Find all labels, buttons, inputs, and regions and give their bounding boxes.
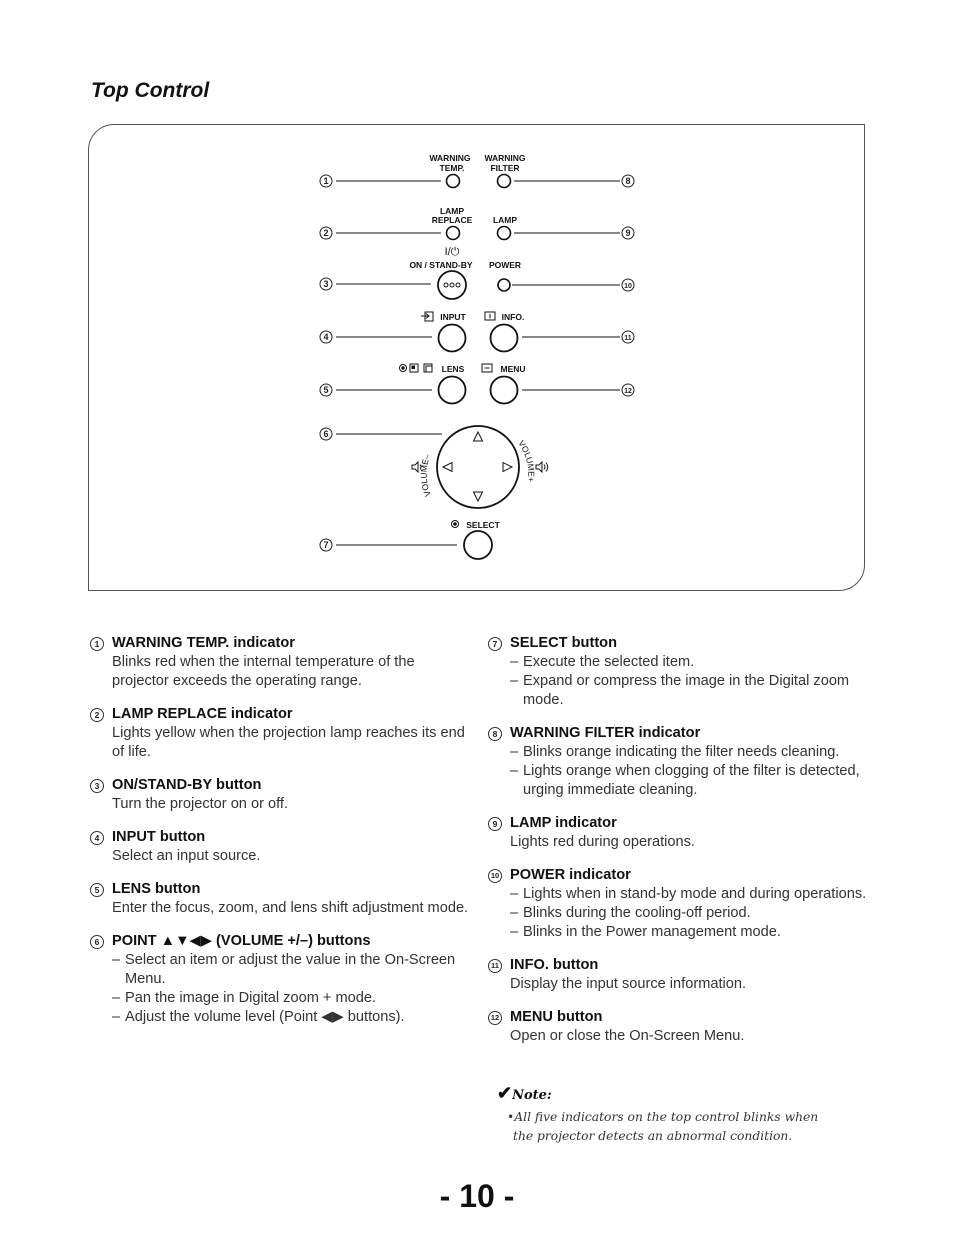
focus-zoom-shift-icons [400,364,433,372]
item-title: MENU button [510,1009,603,1025]
svg-text:2: 2 [323,228,329,238]
info-icon [485,312,495,320]
svg-text:8: 8 [625,176,631,186]
description-column-left [89,634,469,1041]
callout-10 [622,279,634,291]
item-title: SELECT button [510,635,618,651]
item-title: LAMP indicator [510,815,617,831]
warning-filter-indicator [498,175,511,188]
note-label: Note: [512,1088,552,1103]
page-number: - 10 - [439,1178,515,1214]
item-description: Enter the focus, zoom, and lens shift adjustment mode. [112,900,469,916]
bullet: – Pan the image in Digital zoom + mode. [112,989,469,1008]
item-warning-filter [487,724,882,800]
svg-text:11: 11 [624,335,632,342]
item-number: 7 [488,637,502,651]
menu-button[interactable] [491,377,518,404]
label-lamp-replace-line1: LAMP [439,206,465,216]
label-warning-temp-line1: WARNING [429,153,471,163]
item-lamp [487,814,882,852]
input-icon [421,312,433,321]
item-description: Display the input source information. [510,976,747,992]
item-bullets [510,885,882,942]
callout-9 [622,227,634,239]
bullet: – Adjust the volume level (Point ◀▶ buttons). [112,1008,469,1027]
label-volume-minus: VOLUME– [418,452,433,498]
item-number: 9 [488,817,502,831]
select-dot-icon [452,521,459,528]
item-bullets [510,743,882,800]
lamp-replace-indicator [447,227,460,240]
svg-text:6: 6 [323,429,329,439]
item-number: 3 [90,779,104,793]
point-pad[interactable] [437,426,519,508]
svg-text:1: 1 [323,176,329,186]
item-title: LENS button [112,881,201,897]
item-title: INPUT button [112,829,206,845]
callout-7 [320,539,332,551]
label-menu: MENU [500,364,526,374]
label-input: INPUT [440,312,466,322]
callout-5 [320,384,332,396]
item-number: 10 [488,869,502,883]
item-power [487,866,882,942]
item-input [89,828,469,866]
bullet: – Blinks during the cooling-off period. [510,904,882,923]
label-power: POWER [488,260,522,270]
svg-text:9: 9 [625,228,631,238]
item-description: Select an input source. [112,848,261,864]
note-box [497,1083,827,1146]
item-number: 6 [90,935,104,949]
on-standby-button[interactable] [438,271,466,299]
label-warning-filter-line1: WARNING [484,153,526,163]
item-number: 1 [90,637,104,651]
bullet: – Lights when in stand-by mode and during operations. [510,885,882,904]
callout-6 [320,428,332,440]
bullet: – Select an item or adjust the value in the On-Screen Menu. [112,951,469,989]
label-select: SELECT [466,520,500,530]
lamp-indicator [498,227,511,240]
item-lens [89,880,469,918]
svg-text:4: 4 [323,332,329,342]
bullet: – Lights orange when clogging of the filter is detected, urging immediate cleaning. [510,762,882,800]
callout-4 [320,331,332,343]
section-title: Top Control [91,79,210,102]
bullet: – Execute the selected item. [510,653,882,672]
label-on-standby: ON / STAND-BY [409,260,473,270]
svg-text:10: 10 [624,283,632,290]
item-title: ON/STAND-BY button [112,777,262,793]
item-warning-temp [89,634,469,691]
item-description: Lights yellow when the projection lamp reaches its end of life. [112,725,465,760]
label-power-symbol: I/⏻ [444,246,460,258]
item-title: POWER indicator [510,867,631,883]
callout-3 [320,278,332,290]
lens-button[interactable] [439,377,466,404]
item-on-standby [89,776,469,814]
item-number: 12 [488,1011,502,1025]
item-bullets [510,653,882,710]
bullet: – Expand or compress the image in the Digital zoom mode. [510,672,882,710]
item-description: Turn the projector on or off. [112,796,289,812]
item-number: 2 [90,708,104,722]
item-lamp-replace [89,705,469,762]
callout-1 [320,175,332,187]
speaker-high-icon [536,462,548,472]
description-column-right [487,634,882,1060]
warning-temp-indicator [447,175,460,188]
checkmark-icon: ✔ [497,1083,513,1104]
item-menu [487,1008,882,1046]
item-description: Blinks red when the internal temperature of the projector exceeds the operating range. [112,654,415,689]
select-button[interactable] [464,531,492,559]
label-info: INFO. [501,312,525,322]
menu-icon [482,364,492,372]
item-number: 8 [488,727,502,741]
callout-11 [622,331,634,343]
label-lens: LENS [441,364,465,374]
label-volume-plus: VOLUME+ [516,438,537,483]
item-title: WARNING FILTER indicator [510,725,701,741]
svg-text:5: 5 [323,385,329,395]
item-description: Open or close the On-Screen Menu. [510,1028,745,1044]
item-description: Lights red during operations. [510,834,695,850]
svg-text:3: 3 [323,279,329,289]
callout-2 [320,227,332,239]
note-text: •All five indicators on the top control blinks when the projector detects an abnormal condition. [507,1110,819,1143]
item-bullets [112,951,469,1027]
item-title: LAMP REPLACE indicator [112,706,293,722]
item-number: 5 [90,883,104,897]
label-warning-filter-line2: FILTER [490,163,520,173]
note-heading [497,1083,827,1104]
info-button[interactable] [491,325,518,352]
svg-text:7: 7 [323,540,329,550]
label-warning-temp-line2: TEMP. [439,163,465,173]
item-info [487,956,882,994]
item-title: POINT ▲▼◀▶ (VOLUME +/–) buttons [112,933,371,949]
item-title: INFO. button [510,957,599,973]
input-button[interactable] [439,325,466,352]
callout-12 [622,384,634,396]
item-point-volume [89,932,469,1027]
bullet: – Blinks in the Power management mode. [510,923,882,942]
callout-8 [622,175,634,187]
item-number: 11 [488,959,502,973]
bullet: – Blinks orange indicating the filter needs cleaning. [510,743,882,762]
item-select [487,634,882,710]
item-title: WARNING TEMP. indicator [112,635,295,651]
item-number: 4 [90,831,104,845]
label-lamp: LAMP [492,215,518,225]
label-lamp-replace-line2: REPLACE [431,215,473,225]
svg-text:12: 12 [624,388,632,395]
power-indicator [498,279,510,291]
